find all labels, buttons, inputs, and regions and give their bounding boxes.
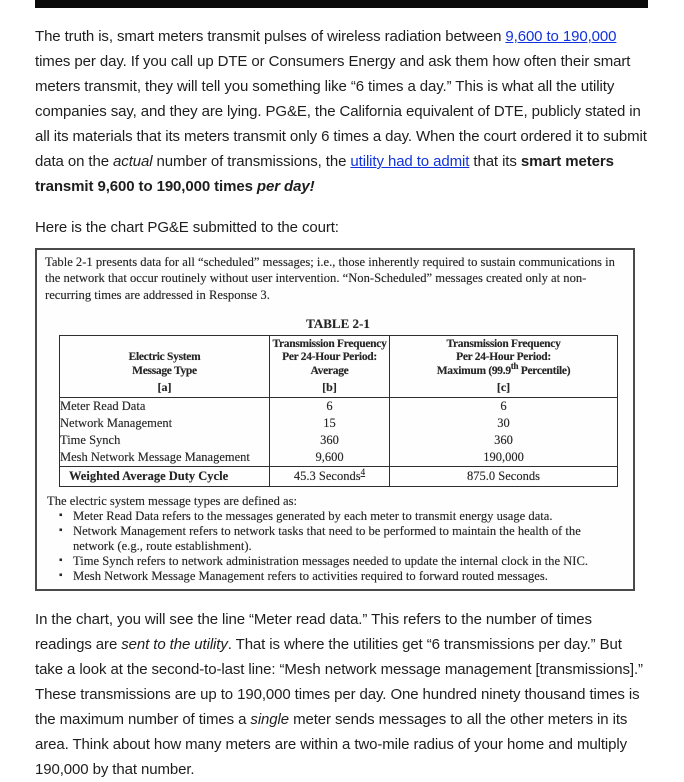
row-label: Meter Read Data — [60, 398, 270, 416]
row-label: Mesh Network Message Management — [60, 449, 270, 467]
table-2-1-title: TABLE 2-1 — [306, 315, 370, 331]
row-average-value: 6 — [270, 398, 390, 416]
header-electric-system — [60, 335, 270, 398]
definition-bullet-mesh-network: ▪ Mesh Network Message Management refers to activities required to forward routed messages. — [47, 569, 621, 584]
table-row-weighted-duty-cycle — [60, 467, 618, 487]
article-content — [0, 24, 684, 782]
bold-italic-per-day: per day! — [256, 178, 315, 195]
header-line: Per 24-Hour Period: — [282, 351, 377, 364]
table-header-row — [60, 335, 618, 398]
header-tag: [a] — [157, 380, 172, 395]
row-average-value: 15 — [270, 415, 390, 432]
row-label: Network Management — [60, 415, 270, 432]
paragraph-text: meter sends messages to all the other meters in its area. Think about how many meters are within a two-mile radius of your home and multiply 190,000 by that number. — [35, 711, 628, 778]
header-line: Message Type — [132, 364, 197, 377]
row-max-value: 360 — [390, 432, 618, 449]
top-black-bar — [35, 0, 648, 8]
header-tag: [b] — [322, 380, 337, 395]
table-row-meter-read-data — [60, 398, 618, 416]
definition-bullet-network-management: ▪ Network Management refers to network tasks that need to be performed to maintain the health of the network (e.g., route establishment). — [47, 524, 621, 554]
header-line: Electric System — [128, 351, 201, 364]
analysis-paragraph — [35, 607, 649, 782]
row-average-value: 360 — [270, 432, 390, 449]
header-max-frequency — [390, 335, 618, 398]
chart-lead-in: Here is the chart PG&E submitted to the court: — [35, 219, 339, 236]
transmission-count-link[interactable]: 9,600 to 190,000 — [505, 28, 617, 45]
header-line: Transmission Frequency — [446, 337, 561, 350]
paragraph-text: that its — [469, 153, 521, 170]
table-row-mesh-network — [60, 449, 618, 467]
header-line: Per 24-Hour Period: — [456, 351, 551, 364]
bold-claim-text: smart meters transmit 9,600 to 190,000 times — [35, 153, 614, 195]
row-average-value: 45.3 Seconds$^4$ — [270, 467, 390, 487]
header-line: Average — [310, 364, 349, 377]
row-max-value: 875.0 Seconds — [390, 467, 618, 487]
paragraph-text: The truth is, smart meters transmit pulses of wireless radiation between — [35, 28, 506, 45]
row-label: Time Synch — [60, 432, 270, 449]
table-row-time-synch — [60, 432, 618, 449]
footnote-marker: 4 — [360, 467, 366, 478]
paragraph-text: In the chart, you will see the line “Meter read data.” This refers to the number of times readings are — [35, 611, 592, 653]
intro-paragraph — [35, 24, 649, 199]
definition-bullet-time-synch: ▪ Time Synch refers to network administration messages needed to update the internal clock in the NIC. — [47, 554, 621, 569]
row-label: Weighted Average Duty Cycle — [60, 467, 270, 487]
header-line: Transmission Frequency — [272, 337, 387, 350]
row-average-value: 9,600 — [270, 449, 390, 467]
row-max-value: 6 — [390, 398, 618, 416]
emphasis-sent-to-utility: sent to the utility — [121, 636, 228, 653]
transmission-frequency-table — [59, 335, 618, 488]
header-line: Maximum (99.9th Percentile) — [436, 361, 571, 377]
paragraph-text: number of transmissions, the — [152, 153, 351, 170]
scan-intro-text: Table 2-1 presents data for all “scheduled” messages; i.e., those inherently required to sustain communications in the network that occur routinely without user intervention. “Non-Scheduled” messages created only at non-recurring times are addressed in Response 3. — [45, 255, 615, 302]
definitions-list — [45, 509, 623, 583]
paragraph-text: times per day. If you call up DTE or Consumers Energy and ask them how often their smart meters transmit, they will tell you something like “6 times a day.” This is what all the utility companies say, and they are lying. PG&E, the California equivalent of DTE, publicly stated in all its materials that its meters transmit only 6 times a day. When the court ordered it to submit data on the — [35, 53, 647, 170]
header-avg-frequency — [270, 335, 390, 398]
definitions-heading: The electric system message types are defined as: — [47, 494, 298, 509]
paragraph-text: . That is where the utilities get “6 transmissions per day.” But take a look at the second-to-last line: “Mesh network message management [transmissions].” These transmissions are up to 190,000 times per day. One hundred ninety thousand times is the maximum number of times a — [35, 636, 643, 728]
th-superscript: th — [510, 361, 519, 372]
row-max-value: 190,000 — [390, 449, 618, 467]
definition-bullet-meter-read: ▪ Meter Read Data refers to the messages generated by each meter to transmit energy usage data. — [47, 509, 621, 524]
table-row-network-management — [60, 415, 618, 432]
emphasis-single: single — [250, 711, 290, 728]
header-tag: [c] — [496, 380, 511, 395]
pge-table-scan-image — [35, 248, 635, 591]
emphasis-actual: actual — [113, 153, 153, 170]
utility-admission-link[interactable]: utility had to admit — [350, 153, 470, 170]
row-max-value: 30 — [390, 415, 618, 432]
